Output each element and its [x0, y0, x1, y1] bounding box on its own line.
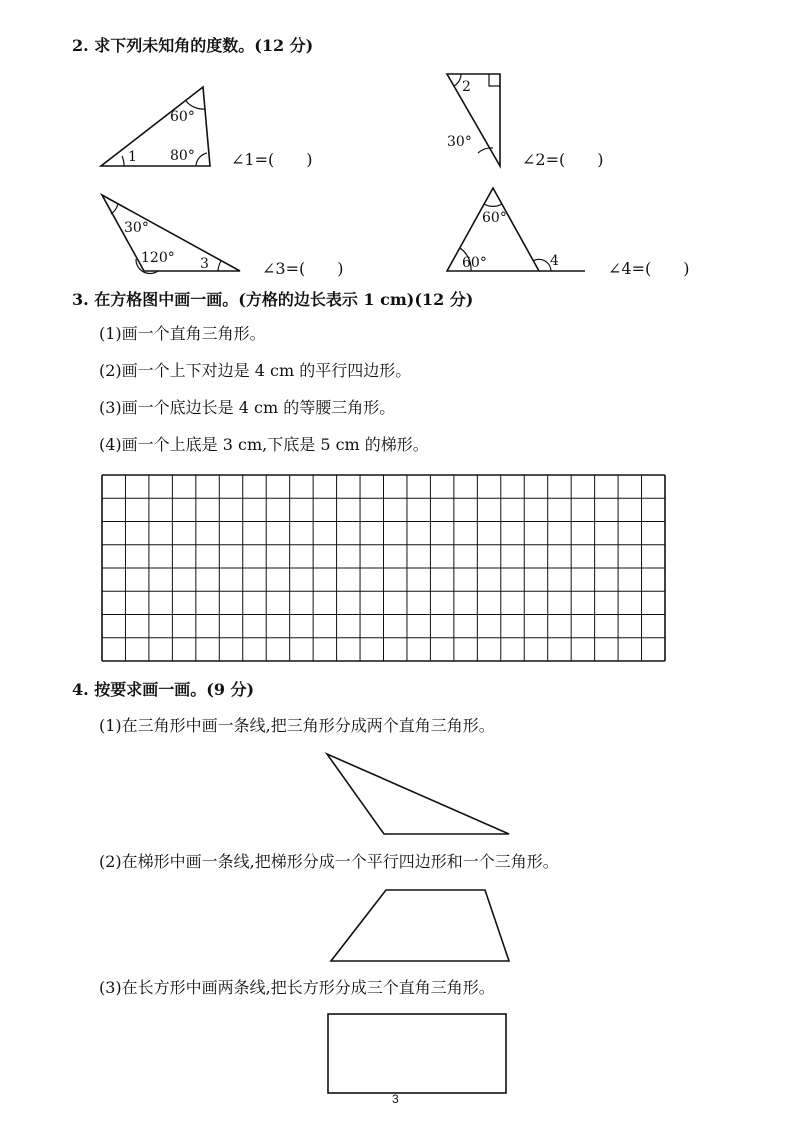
fig3-angle-120-label: 120° [141, 250, 175, 266]
angle-3-answer[interactable]: ∠3=( ) [262, 259, 344, 278]
question-3-item-3: (3)画一个底边长是 4 cm 的等腰三角形。 [99, 398, 396, 417]
question-3-item-1: (1)画一个直角三角形。 [99, 324, 266, 343]
fig4-angle-4-label: 4 [550, 253, 559, 269]
question-3-item-4: (4)画一个上底是 3 cm,下底是 5 cm 的梯形。 [99, 435, 429, 454]
obtuse-triangle-shape[interactable] [327, 754, 509, 834]
triangle-figure-3 [102, 195, 240, 274]
fig3-angle-3-label: 3 [200, 256, 209, 272]
page-number: 3 [392, 1092, 399, 1106]
question-4-title: 4. 按要求画一画。(9 分) [72, 680, 255, 699]
angle-1-answer[interactable]: ∠1=( ) [231, 150, 313, 169]
angle-4-answer[interactable]: ∠4=( ) [608, 259, 690, 278]
angle-2-answer[interactable]: ∠2=( ) [522, 150, 604, 169]
triangle-figure-4 [447, 188, 585, 271]
question-2-title: 2. 求下列未知角的度数。(12 分) [72, 36, 314, 55]
question-4-item-2: (2)在梯形中画一条线,把梯形分成一个平行四边形和一个三角形。 [99, 852, 559, 871]
fig4-angle-top-60-label: 60° [482, 210, 507, 226]
fig1-angle-80-label: 80° [170, 148, 195, 164]
question-4-item-1: (1)在三角形中画一条线,把三角形分成两个直角三角形。 [99, 716, 495, 735]
question-3-title: 3. 在方格图中画一画。(方格的边长表示 1 cm)(12 分) [72, 290, 474, 309]
fig1-angle-1-label: 1 [128, 149, 137, 165]
trapezoid-shape[interactable] [331, 890, 509, 961]
triangle-figure-2 [447, 74, 500, 166]
question-4-item-3: (3)在长方形中画两条线,把长方形分成三个直角三角形。 [99, 978, 495, 997]
rectangle-shape[interactable] [328, 1014, 506, 1093]
question-3-item-2: (2)画一个上下对边是 4 cm 的平行四边形。 [99, 361, 412, 380]
fig1-angle-60-label: 60° [170, 109, 195, 125]
triangle-figure-1 [101, 87, 210, 166]
fig4-angle-left-60-label: 60° [462, 255, 487, 271]
fig2-angle-2-label: 2 [462, 79, 471, 95]
fig3-angle-30-label: 30° [124, 220, 149, 236]
fig2-angle-30-label: 30° [447, 134, 472, 150]
square-grid[interactable] [102, 475, 665, 661]
